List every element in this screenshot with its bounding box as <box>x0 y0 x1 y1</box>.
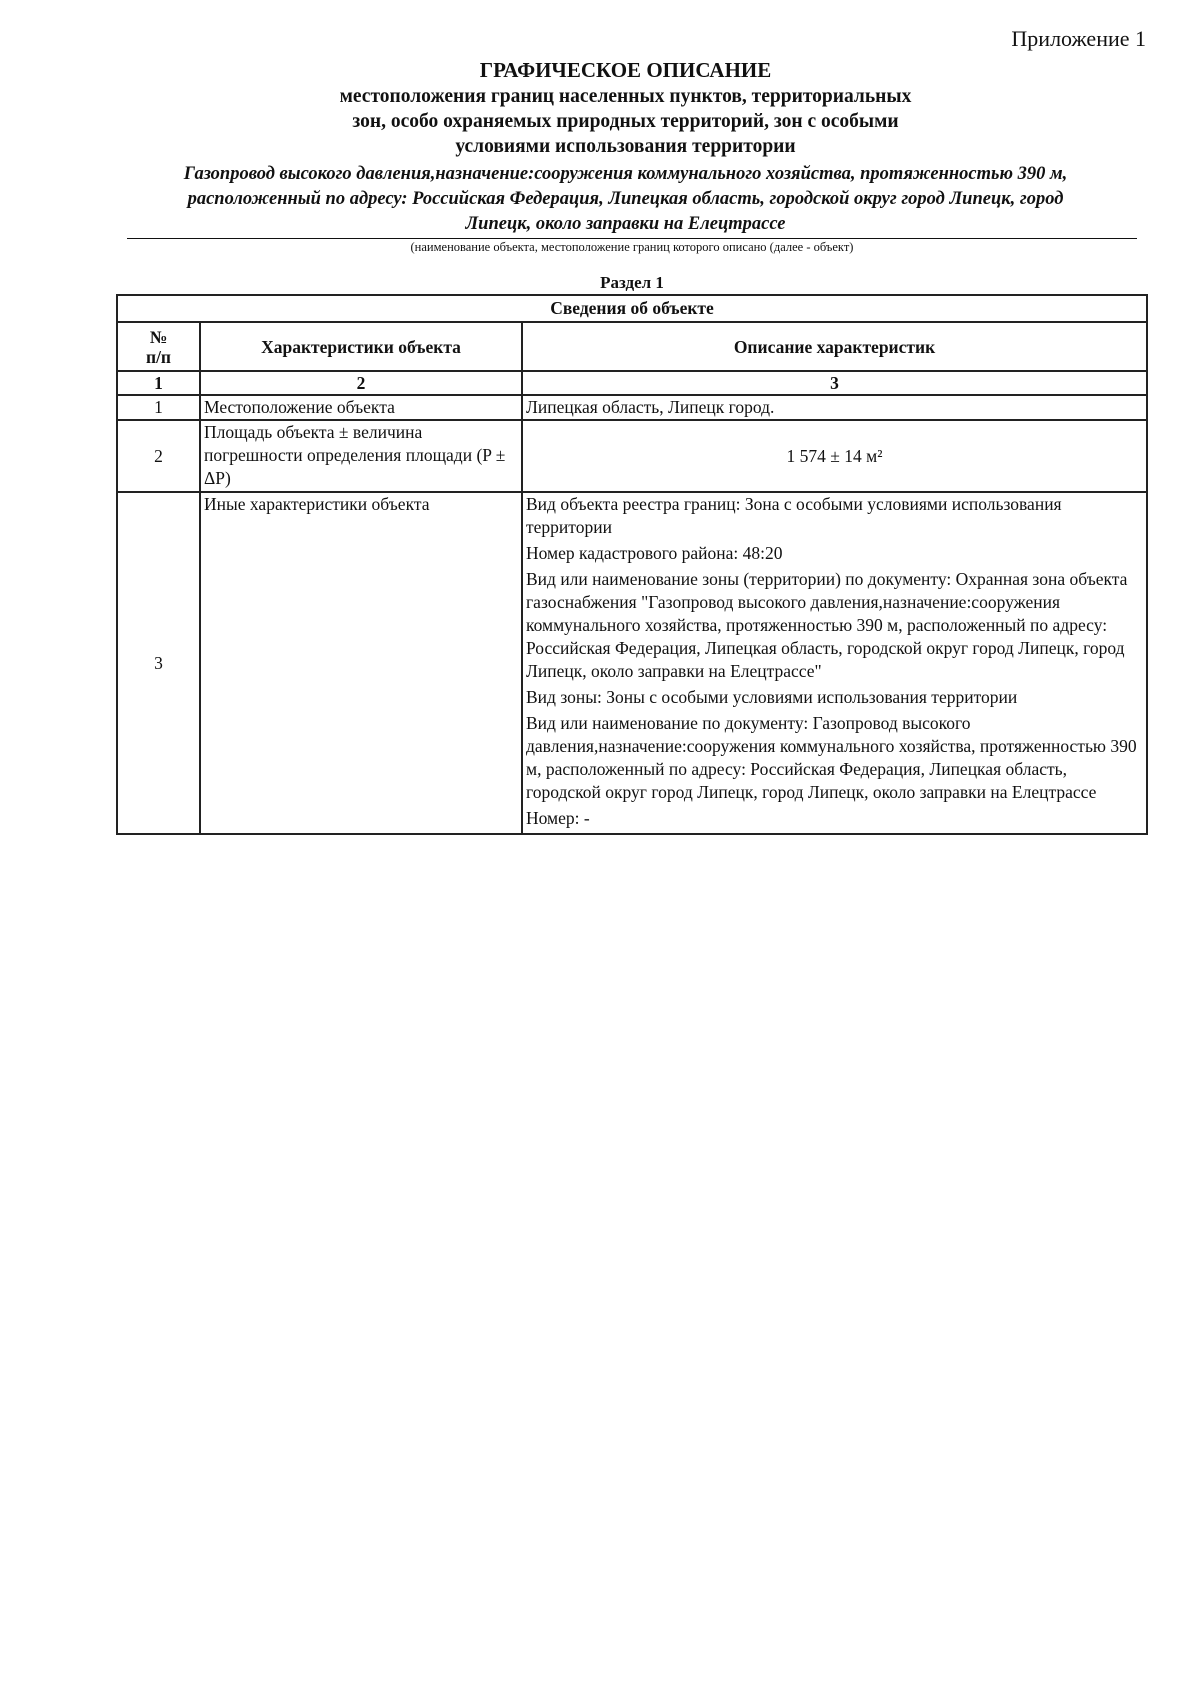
object-caption: (наименование объекта, местоположение границ которого описано (далее - объект) <box>410 240 854 254</box>
row-description <box>522 492 1147 834</box>
row-characteristic: Площадь объекта ± величина погрешности определения площади (P ± ΔP) <box>200 420 522 492</box>
row-number: 2 <box>117 420 200 492</box>
object-name-line: расположенный по адресу: Российская Федерация, Липецкая область, городской округ город Липецк, город <box>187 189 1064 209</box>
object-name-line: Липецк, около заправки на Елецтрассе <box>465 214 786 234</box>
table-row <box>117 395 1147 420</box>
underline-divider <box>127 238 1137 239</box>
appendix-label: Приложение 1 <box>1011 26 1146 51</box>
object-info-table <box>116 294 1148 835</box>
subtitle-line: условиями использования территории <box>455 136 796 157</box>
description-paragraph: Вид или наименование по документу: Газопровод высокого давления,назначение:сооружения коммунального хозяйства, протяженностью 390 м, расположенный по адресу: Российская Федерация, Липецкая область, городской округ город Липецк, город Липецк, около заправки на Елецтрассе <box>526 713 1137 802</box>
row-characteristic: Иные характеристики объекта <box>200 492 522 834</box>
description-paragraph: Вид объекта реестра границ: Зона с особыми условиями использования территории <box>526 494 1062 537</box>
table-row <box>117 492 1147 834</box>
table-title: Сведения об объекте <box>117 295 1147 322</box>
column-number: 3 <box>522 371 1147 395</box>
document-header <box>117 56 1134 237</box>
column-header-characteristics: Характеристики объекта <box>200 322 522 371</box>
description-paragraph: Номер кадастрового района: 48:20 <box>526 543 783 563</box>
column-header-number-line1: № <box>149 326 168 347</box>
column-number-row <box>117 371 1147 395</box>
column-header-number <box>117 322 200 371</box>
row-characteristic: Местоположение объекта <box>200 395 522 420</box>
row-number: 3 <box>117 492 200 834</box>
column-number: 1 <box>117 371 200 395</box>
row-number: 1 <box>117 395 200 420</box>
description-paragraph: Вид или наименование зоны (территории) по документу: Охранная зона объекта газоснабжения "Газопровод высокого давления,назначение:сооружения коммунального хозяйства, протяженностью 390 м, расположенный по адресу: Российская Федерация, Липецкая область, городской округ город Липецк, город Липецк, около заправки на Елецтрассе" <box>526 569 1128 681</box>
subtitle-line: местоположения границ населенных пунктов, территориальных <box>339 86 912 107</box>
row-description: Липецкая область, Липецк город. <box>522 395 1147 420</box>
table-row <box>117 420 1147 492</box>
row-description: 1 574 ± 14 м² <box>522 420 1147 492</box>
section-title: Раздел 1 <box>600 273 664 292</box>
object-name <box>117 162 1134 237</box>
table-header-row <box>117 322 1147 371</box>
object-name-line: Газопровод высокого давления,назначение:сооружения коммунального хозяйства, протяженностью 390 м, <box>183 164 1068 184</box>
description-paragraph: Номер: - <box>526 808 590 828</box>
column-header-description: Описание характеристик <box>522 322 1147 371</box>
column-number: 2 <box>200 371 522 395</box>
column-header-number-line2: п/п <box>145 346 172 367</box>
subtitle-line: зон, особо охраняемых природных территорий, зон с особыми <box>352 111 899 132</box>
description-paragraph: Вид зоны: Зоны с особыми условиями использования территории <box>526 687 1018 707</box>
document-title: ГРАФИЧЕСКОЕ ОПИСАНИЕ <box>479 58 772 82</box>
